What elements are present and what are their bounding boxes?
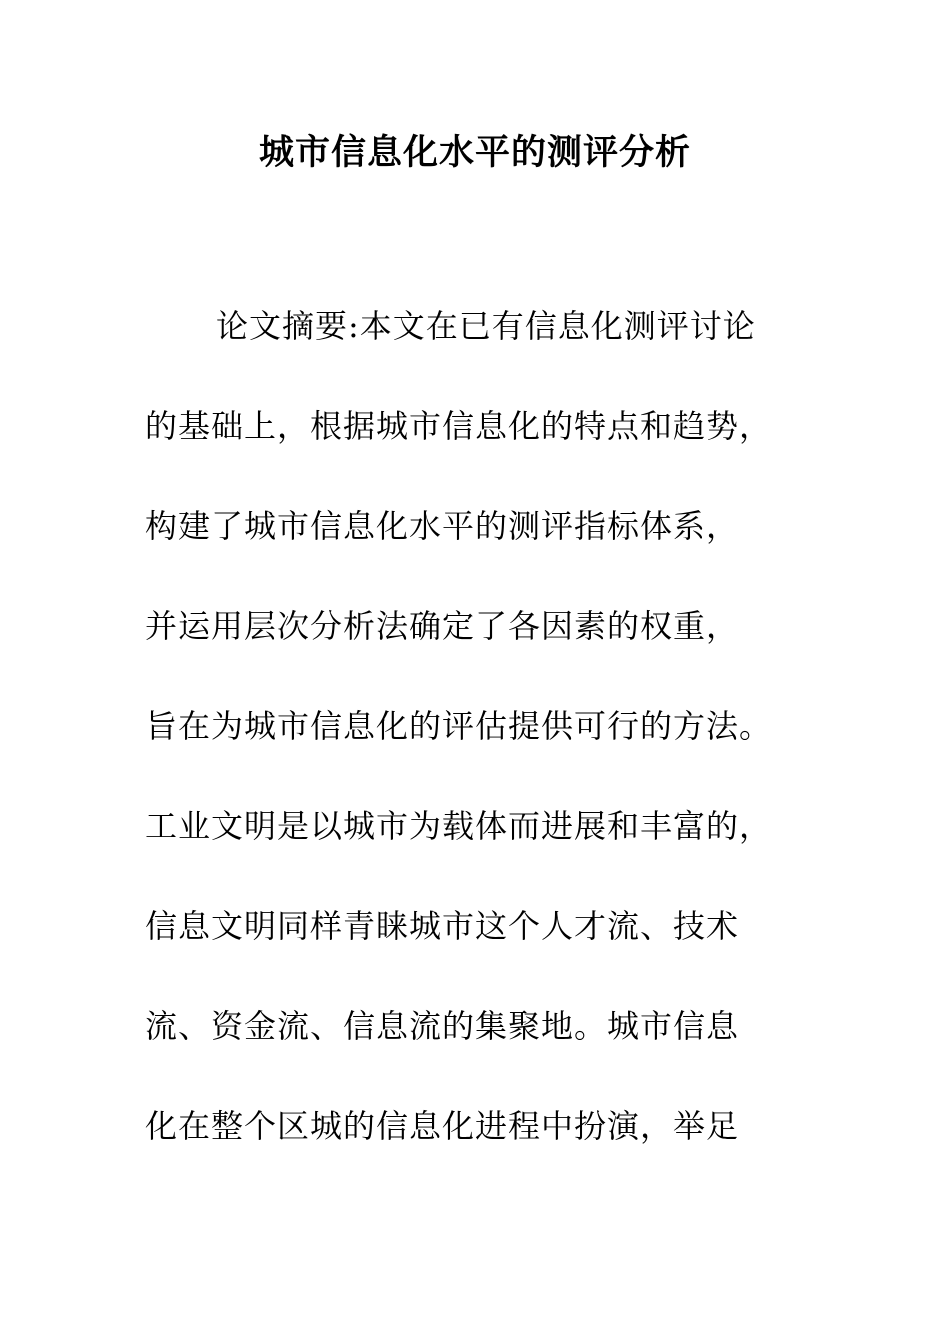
paragraph-line: 并运用层次分析法确定了各因素的权重，	[145, 607, 740, 645]
paragraph-line: 化在整个区城的信息化进程中扮演，举足	[145, 1107, 740, 1145]
paragraph-line: 论文摘要:本文在已有信息化测评讨论	[216, 307, 756, 345]
paragraph-line: 旨在为城市信息化的评估提供可行的方法。	[145, 707, 773, 745]
paragraph-line: 流、资金流、信息流的集聚地。城市信息	[145, 1007, 740, 1045]
paragraph-line: 信息文明同样青睐城市这个人才流、技术	[145, 907, 740, 945]
paragraph-line: 构建了城市信息化水平的测评指标体系，	[145, 507, 740, 545]
document-title: 城市信息化水平的测评分析	[258, 133, 691, 173]
paragraph-line: 的基础上，根据城市信息化的特点和趋势，	[145, 407, 773, 445]
paragraph-line: 工业文明是以城市为载体而进展和丰富的，	[145, 807, 773, 845]
